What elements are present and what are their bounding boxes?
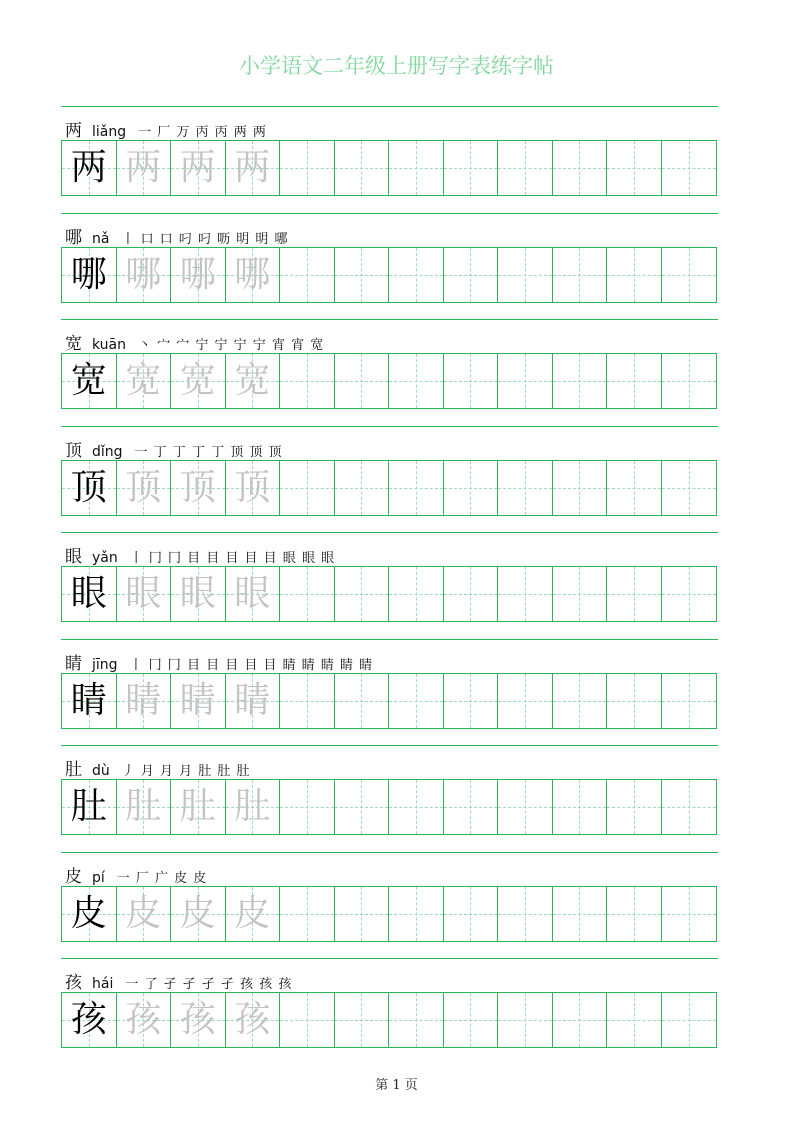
guide-line-vertical	[361, 887, 362, 941]
stroke-order: 丿 月 月 月 肚 肚 肚	[121, 764, 251, 779]
guide-line-vertical	[470, 141, 471, 195]
guide-line-vertical	[416, 461, 417, 515]
guide-line-vertical	[361, 248, 362, 302]
trace-character: 顶	[125, 466, 162, 508]
guide-line-vertical	[634, 887, 635, 941]
blank-practice-cell	[607, 993, 662, 1047]
header-character: 眼	[65, 547, 82, 567]
trace-character: 顶	[179, 466, 216, 508]
model-cell	[62, 461, 117, 515]
row-header	[65, 223, 289, 248]
guide-line-vertical	[361, 141, 362, 195]
trace-cell	[226, 780, 281, 834]
guide-line-vertical	[307, 141, 308, 195]
blank-practice-cell	[662, 567, 717, 621]
guide-line-vertical	[416, 141, 417, 195]
blank-practice-cell	[280, 141, 335, 195]
guide-line-vertical	[307, 674, 308, 728]
trace-character: 宽	[234, 360, 271, 401]
model-character: 顶	[70, 466, 107, 508]
blank-practice-cell	[498, 993, 553, 1047]
blank-practice-cell	[662, 887, 717, 941]
stroke-order: 一 了 孑 孑 孑 孑 孩 孩 孩	[125, 977, 293, 992]
pinyin-label: pí	[92, 869, 105, 886]
blank-practice-cell	[498, 780, 553, 834]
guide-line-vertical	[689, 993, 690, 1047]
blank-practice-cell	[498, 461, 553, 515]
pinyin-label: yǎn	[92, 550, 118, 566]
pinyin-label: nǎ	[92, 230, 110, 247]
guide-line-vertical	[525, 354, 526, 408]
writing-grid	[61, 460, 717, 516]
blank-practice-cell	[335, 780, 390, 834]
trace-cell	[117, 674, 172, 728]
trace-cell	[171, 248, 226, 302]
trace-cell	[171, 780, 226, 834]
blank-practice-cell	[662, 248, 717, 302]
guide-line-vertical	[634, 780, 635, 834]
blank-practice-cell	[553, 674, 608, 728]
guide-line-vertical	[361, 780, 362, 834]
blank-practice-cell	[335, 887, 390, 941]
trace-cell	[117, 887, 172, 941]
blank-practice-cell	[553, 567, 608, 621]
row-header	[65, 116, 267, 141]
model-cell	[62, 567, 117, 621]
guide-line-vertical	[307, 354, 308, 408]
writing-grid	[61, 992, 717, 1048]
guide-line-vertical	[689, 248, 690, 302]
blank-practice-cell	[335, 993, 390, 1047]
trace-cell	[117, 567, 172, 621]
writing-grid	[61, 673, 717, 729]
stroke-order: 丨 冂 冂 目 目 目 目 目 睛 睛 睛 睛 睛	[129, 657, 374, 673]
trace-character: 顶	[234, 466, 271, 508]
guide-line-vertical	[307, 993, 308, 1047]
guide-line-vertical	[689, 567, 690, 621]
model-character: 两	[70, 147, 107, 188]
trace-cell	[117, 248, 172, 302]
blank-practice-cell	[444, 141, 499, 195]
trace-character: 肚	[179, 786, 216, 827]
model-cell	[62, 248, 117, 302]
trace-character: 哪	[125, 253, 162, 295]
guide-line-vertical	[361, 993, 362, 1047]
blank-practice-cell	[662, 354, 717, 408]
pinyin-label: hái	[92, 976, 114, 992]
blank-practice-cell	[389, 567, 444, 621]
blank-practice-cell	[280, 887, 335, 941]
header-character: 宽	[65, 334, 82, 354]
trace-character: 眼	[125, 573, 162, 614]
guide-line-vertical	[579, 993, 580, 1047]
model-cell	[62, 141, 117, 195]
blank-practice-cell	[498, 354, 553, 408]
model-character: 眼	[70, 573, 107, 614]
pinyin-label: dǐng	[92, 443, 123, 460]
blank-practice-cell	[335, 141, 390, 195]
blank-practice-cell	[498, 567, 553, 621]
row-header	[65, 649, 374, 674]
trace-character: 宽	[125, 360, 162, 401]
model-cell	[62, 674, 117, 728]
trace-cell	[171, 354, 226, 408]
model-character: 肚	[70, 786, 107, 827]
guide-line-vertical	[470, 887, 471, 941]
trace-cell	[171, 461, 226, 515]
guide-line-vertical	[579, 248, 580, 302]
trace-character: 睛	[125, 679, 162, 721]
guide-line-vertical	[525, 993, 526, 1047]
blank-practice-cell	[389, 887, 444, 941]
guide-line-vertical	[470, 248, 471, 302]
guide-line-vertical	[361, 354, 362, 408]
blank-practice-cell	[280, 993, 335, 1047]
row-separator-line	[61, 532, 718, 533]
blank-practice-cell	[498, 248, 553, 302]
blank-practice-cell	[389, 354, 444, 408]
guide-line-vertical	[361, 674, 362, 728]
pinyin-label: dù	[92, 763, 110, 779]
page-title: 小学语文二年级上册写字表练字帖	[239, 54, 554, 78]
row-separator-line	[61, 319, 718, 320]
row-header	[65, 968, 293, 993]
blank-practice-cell	[444, 887, 499, 941]
trace-cell	[117, 780, 172, 834]
trace-cell	[226, 461, 281, 515]
pinyin-label: jīng	[92, 656, 118, 673]
blank-practice-cell	[607, 887, 662, 941]
guide-line-vertical	[307, 887, 308, 941]
trace-character: 眼	[234, 573, 271, 614]
blank-practice-cell	[280, 674, 335, 728]
guide-line-vertical	[470, 780, 471, 834]
guide-line-vertical	[416, 674, 417, 728]
guide-line-vertical	[525, 780, 526, 834]
blank-practice-cell	[335, 567, 390, 621]
blank-practice-cell	[280, 248, 335, 302]
trace-cell	[117, 354, 172, 408]
model-character: 孩	[70, 999, 107, 1040]
guide-line-vertical	[470, 674, 471, 728]
guide-line-vertical	[689, 141, 690, 195]
trace-cell	[226, 248, 281, 302]
blank-practice-cell	[389, 780, 444, 834]
blank-practice-cell	[662, 780, 717, 834]
trace-character: 睛	[179, 679, 216, 721]
trace-character: 两	[179, 147, 216, 188]
trace-character: 两	[234, 147, 271, 188]
stroke-order: 丶 宀 宀 宁 宁 宁 宁 宵 宵 宽	[138, 338, 325, 353]
guide-line-vertical	[689, 780, 690, 834]
guide-line-vertical	[525, 674, 526, 728]
guide-line-vertical	[416, 780, 417, 834]
row-header	[65, 755, 251, 780]
guide-line-vertical	[416, 993, 417, 1047]
page-number: 第 1 页	[375, 1078, 418, 1093]
blank-practice-cell	[553, 780, 608, 834]
blank-practice-cell	[607, 780, 662, 834]
guide-line-vertical	[525, 248, 526, 302]
blank-practice-cell	[553, 248, 608, 302]
guide-line-vertical	[470, 567, 471, 621]
blank-practice-cell	[335, 248, 390, 302]
row-header	[65, 329, 325, 354]
trace-character: 两	[125, 147, 162, 188]
writing-grid	[61, 140, 717, 196]
blank-practice-cell	[444, 674, 499, 728]
blank-practice-cell	[335, 461, 390, 515]
blank-practice-cell	[335, 354, 390, 408]
guide-line-vertical	[525, 567, 526, 621]
header-character: 顶	[65, 440, 82, 461]
writing-grid	[61, 886, 717, 942]
guide-line-vertical	[416, 354, 417, 408]
trace-character: 孩	[179, 999, 216, 1040]
guide-line-vertical	[307, 248, 308, 302]
model-cell	[62, 780, 117, 834]
row-separator-line	[61, 852, 718, 853]
stroke-order: 一 丁 丁 丁 丁 顶 顶 顶	[134, 444, 283, 460]
trace-cell	[226, 993, 281, 1047]
trace-character: 皮	[125, 892, 162, 934]
blank-practice-cell	[389, 248, 444, 302]
guide-line-vertical	[579, 887, 580, 941]
trace-cell	[117, 993, 172, 1047]
blank-practice-cell	[389, 461, 444, 515]
guide-line-vertical	[579, 461, 580, 515]
row-separator-line	[61, 958, 718, 959]
guide-line-vertical	[579, 567, 580, 621]
blank-practice-cell	[607, 567, 662, 621]
blank-practice-cell	[444, 993, 499, 1047]
model-character: 睛	[70, 679, 107, 721]
guide-line-vertical	[634, 141, 635, 195]
trace-cell	[117, 141, 172, 195]
guide-line-vertical	[634, 567, 635, 621]
guide-line-vertical	[416, 248, 417, 302]
blank-practice-cell	[662, 141, 717, 195]
stroke-order: 丨 口 口 叼 叼 呖 明 明 哪	[121, 231, 289, 247]
guide-line-vertical	[361, 567, 362, 621]
stroke-order: 一 厂 万 丙 丙 两 两	[138, 125, 267, 140]
model-cell	[62, 354, 117, 408]
header-character: 孩	[65, 973, 82, 993]
row-header	[65, 436, 283, 461]
blank-practice-cell	[335, 674, 390, 728]
row-separator-line	[61, 213, 718, 214]
blank-practice-cell	[662, 993, 717, 1047]
blank-practice-cell	[444, 780, 499, 834]
row-header	[65, 862, 208, 887]
trace-cell	[226, 354, 281, 408]
guide-line-vertical	[525, 141, 526, 195]
guide-line-vertical	[634, 674, 635, 728]
guide-line-vertical	[470, 993, 471, 1047]
blank-practice-cell	[607, 354, 662, 408]
header-character: 肚	[65, 760, 82, 780]
blank-practice-cell	[389, 993, 444, 1047]
trace-character: 哪	[179, 253, 216, 295]
trace-character: 宽	[179, 360, 216, 401]
blank-practice-cell	[498, 887, 553, 941]
trace-cell	[171, 674, 226, 728]
trace-character: 睛	[234, 679, 271, 721]
blank-practice-cell	[389, 674, 444, 728]
blank-practice-cell	[389, 141, 444, 195]
blank-practice-cell	[553, 141, 608, 195]
guide-line-vertical	[579, 141, 580, 195]
guide-line-vertical	[525, 887, 526, 941]
blank-practice-cell	[553, 887, 608, 941]
header-character: 哪	[65, 227, 82, 248]
guide-line-vertical	[416, 887, 417, 941]
blank-practice-cell	[280, 354, 335, 408]
trace-cell	[226, 887, 281, 941]
trace-character: 肚	[234, 786, 271, 827]
guide-line-vertical	[525, 461, 526, 515]
pinyin-label: liǎng	[92, 124, 127, 140]
guide-line-vertical	[689, 461, 690, 515]
writing-grid	[61, 779, 717, 835]
guide-line-vertical	[361, 461, 362, 515]
row-separator-line	[61, 745, 718, 746]
trace-character: 皮	[234, 892, 271, 934]
guide-line-vertical	[307, 461, 308, 515]
model-character: 哪	[70, 253, 107, 295]
model-cell	[62, 993, 117, 1047]
trace-character: 孩	[234, 999, 271, 1040]
trace-cell	[171, 993, 226, 1047]
guide-line-vertical	[579, 780, 580, 834]
trace-cell	[171, 567, 226, 621]
writing-grid	[61, 353, 717, 409]
row-separator-line	[61, 426, 718, 427]
guide-line-vertical	[689, 887, 690, 941]
blank-practice-cell	[280, 780, 335, 834]
guide-line-vertical	[689, 354, 690, 408]
trace-cell	[226, 567, 281, 621]
trace-cell	[117, 461, 172, 515]
blank-practice-cell	[607, 248, 662, 302]
trace-character: 眼	[179, 573, 216, 614]
guide-line-vertical	[634, 354, 635, 408]
blank-practice-cell	[280, 567, 335, 621]
blank-practice-cell	[444, 567, 499, 621]
trace-character: 皮	[179, 892, 216, 934]
blank-practice-cell	[498, 141, 553, 195]
writing-grid	[61, 566, 717, 622]
guide-line-vertical	[634, 248, 635, 302]
guide-line-vertical	[634, 461, 635, 515]
guide-line-vertical	[416, 567, 417, 621]
guide-line-vertical	[634, 993, 635, 1047]
character-row	[61, 958, 718, 1088]
blank-practice-cell	[444, 354, 499, 408]
blank-practice-cell	[607, 461, 662, 515]
guide-line-vertical	[689, 674, 690, 728]
trace-cell	[171, 887, 226, 941]
blank-practice-cell	[498, 674, 553, 728]
writing-grid	[61, 247, 717, 303]
guide-line-vertical	[307, 780, 308, 834]
trace-character: 肚	[125, 786, 162, 827]
blank-practice-cell	[662, 674, 717, 728]
stroke-order: 一 厂 广 皮 皮	[116, 870, 208, 886]
blank-practice-cell	[553, 354, 608, 408]
header-character: 睛	[65, 653, 82, 674]
blank-practice-cell	[444, 248, 499, 302]
trace-cell	[226, 141, 281, 195]
blank-practice-cell	[553, 461, 608, 515]
stroke-order: 丨 冂 冂 目 目 目 目 目 眼 眼 眼	[129, 551, 336, 566]
blank-practice-cell	[553, 993, 608, 1047]
trace-character: 哪	[234, 253, 271, 295]
row-header	[65, 542, 336, 567]
trace-cell	[226, 674, 281, 728]
blank-practice-cell	[662, 461, 717, 515]
trace-cell	[171, 141, 226, 195]
blank-practice-cell	[444, 461, 499, 515]
guide-line-vertical	[470, 354, 471, 408]
guide-line-vertical	[307, 567, 308, 621]
model-character: 宽	[70, 360, 107, 401]
guide-line-vertical	[579, 354, 580, 408]
blank-practice-cell	[607, 674, 662, 728]
model-cell	[62, 887, 117, 941]
blank-practice-cell	[280, 461, 335, 515]
row-separator-line	[61, 106, 718, 107]
header-character: 皮	[65, 866, 82, 887]
pinyin-label: kuān	[92, 337, 127, 353]
row-separator-line	[61, 639, 718, 640]
guide-line-vertical	[579, 674, 580, 728]
header-character: 两	[65, 121, 82, 141]
guide-line-vertical	[470, 461, 471, 515]
model-character: 皮	[70, 892, 107, 934]
blank-practice-cell	[607, 141, 662, 195]
trace-character: 孩	[125, 999, 162, 1040]
